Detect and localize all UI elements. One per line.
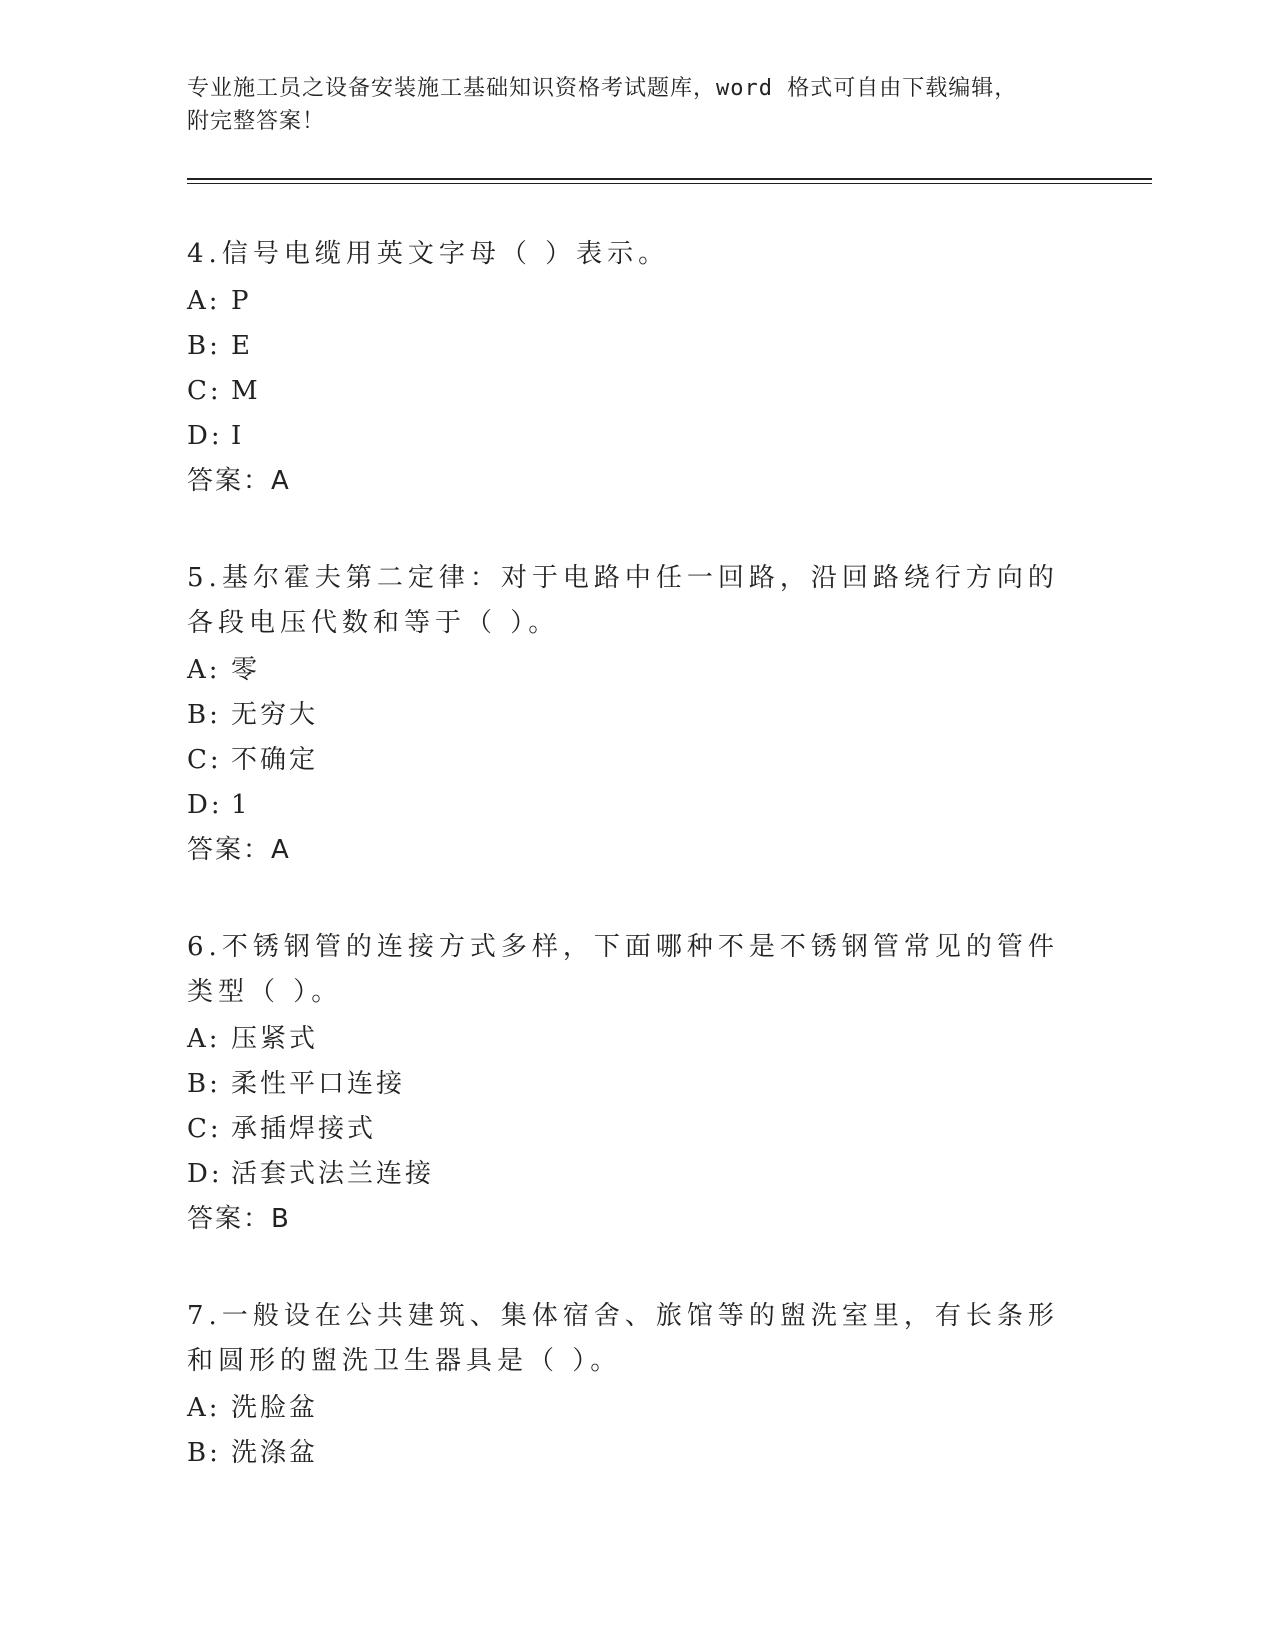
option-b — [187, 1062, 1067, 1107]
option-text: 洗涤盆 — [231, 1438, 319, 1468]
option-key: C: — [187, 376, 222, 406]
option-a — [187, 1017, 1067, 1062]
option-key: C: — [187, 1114, 222, 1144]
option-b — [187, 1431, 1067, 1476]
question-5 — [187, 556, 1067, 873]
option-text: 柔性平口连接 — [231, 1069, 406, 1099]
question-number: 5. — [187, 563, 222, 593]
header-line-1: 专业施工员之设备安装施工基础知识资格考试题库，word 格式可自由下载编辑， — [187, 76, 1018, 101]
header-divider-thin — [187, 183, 1152, 184]
option-text: I — [231, 421, 245, 451]
option-text: 洗脸盆 — [231, 1393, 319, 1423]
question-stem — [187, 232, 1067, 277]
question-text: 不锈钢管的连接方式多样，下面哪种不是不锈钢管常见的管件类型（ ）。 — [187, 932, 1059, 1007]
option-text: 1 — [231, 790, 251, 820]
option-key: B: — [187, 700, 221, 730]
option-d — [187, 783, 1067, 828]
option-key: D: — [187, 1159, 223, 1189]
option-text: 无穷大 — [231, 700, 319, 730]
answer-line: 答案：B — [187, 1204, 291, 1234]
question-7 — [187, 1294, 1067, 1476]
question-number: 6. — [187, 932, 222, 962]
question-stem — [187, 556, 1067, 646]
option-text: 压紧式 — [231, 1024, 319, 1054]
document-header — [187, 72, 1067, 138]
option-c — [187, 369, 1067, 414]
option-text: 零 — [231, 655, 261, 685]
option-key: A: — [187, 1024, 221, 1054]
option-key: B: — [187, 1438, 221, 1468]
option-key: A: — [187, 655, 221, 685]
option-text: E — [231, 331, 253, 361]
question-stem — [187, 1294, 1067, 1384]
option-key: D: — [187, 790, 223, 820]
option-d — [187, 414, 1067, 459]
option-a — [187, 1386, 1067, 1431]
question-6 — [187, 925, 1067, 1242]
option-key: B: — [187, 331, 221, 361]
option-text: 承插焊接式 — [231, 1114, 377, 1144]
answer-line: 答案：A — [187, 835, 291, 865]
option-key: B: — [187, 1069, 221, 1099]
option-c — [187, 738, 1067, 783]
answer-line: 答案：A — [187, 466, 291, 496]
option-b — [187, 693, 1067, 738]
question-4 — [187, 232, 1067, 504]
option-text: M — [231, 376, 261, 406]
option-key: A: — [187, 286, 221, 316]
header-line-2: 附完整答案！ — [187, 109, 326, 134]
question-number: 4. — [187, 239, 222, 269]
option-d — [187, 1152, 1067, 1197]
option-a — [187, 279, 1067, 324]
option-text: P — [231, 286, 252, 316]
option-key: D: — [187, 421, 223, 451]
option-text: 不确定 — [231, 745, 319, 775]
option-key: C: — [187, 745, 222, 775]
option-b — [187, 324, 1067, 369]
header-divider-thick — [187, 178, 1152, 180]
question-text: 基尔霍夫第二定律：对于电路中任一回路，沿回路绕行方向的各段电压代数和等于（ ）。 — [187, 563, 1059, 638]
option-key: A: — [187, 1393, 221, 1423]
question-text: 一般设在公共建筑、集体宿舍、旅馆等的盥洗室里，有长条形和圆形的盥洗卫生器具是（ ）。 — [187, 1301, 1059, 1376]
question-stem — [187, 925, 1067, 1015]
question-list — [187, 232, 1067, 1528]
option-text: 活套式法兰连接 — [231, 1159, 435, 1189]
question-number: 7. — [187, 1301, 222, 1331]
question-text: 信号电缆用英文字母（ ）表示。 — [221, 239, 670, 269]
option-a — [187, 648, 1067, 693]
option-c — [187, 1107, 1067, 1152]
